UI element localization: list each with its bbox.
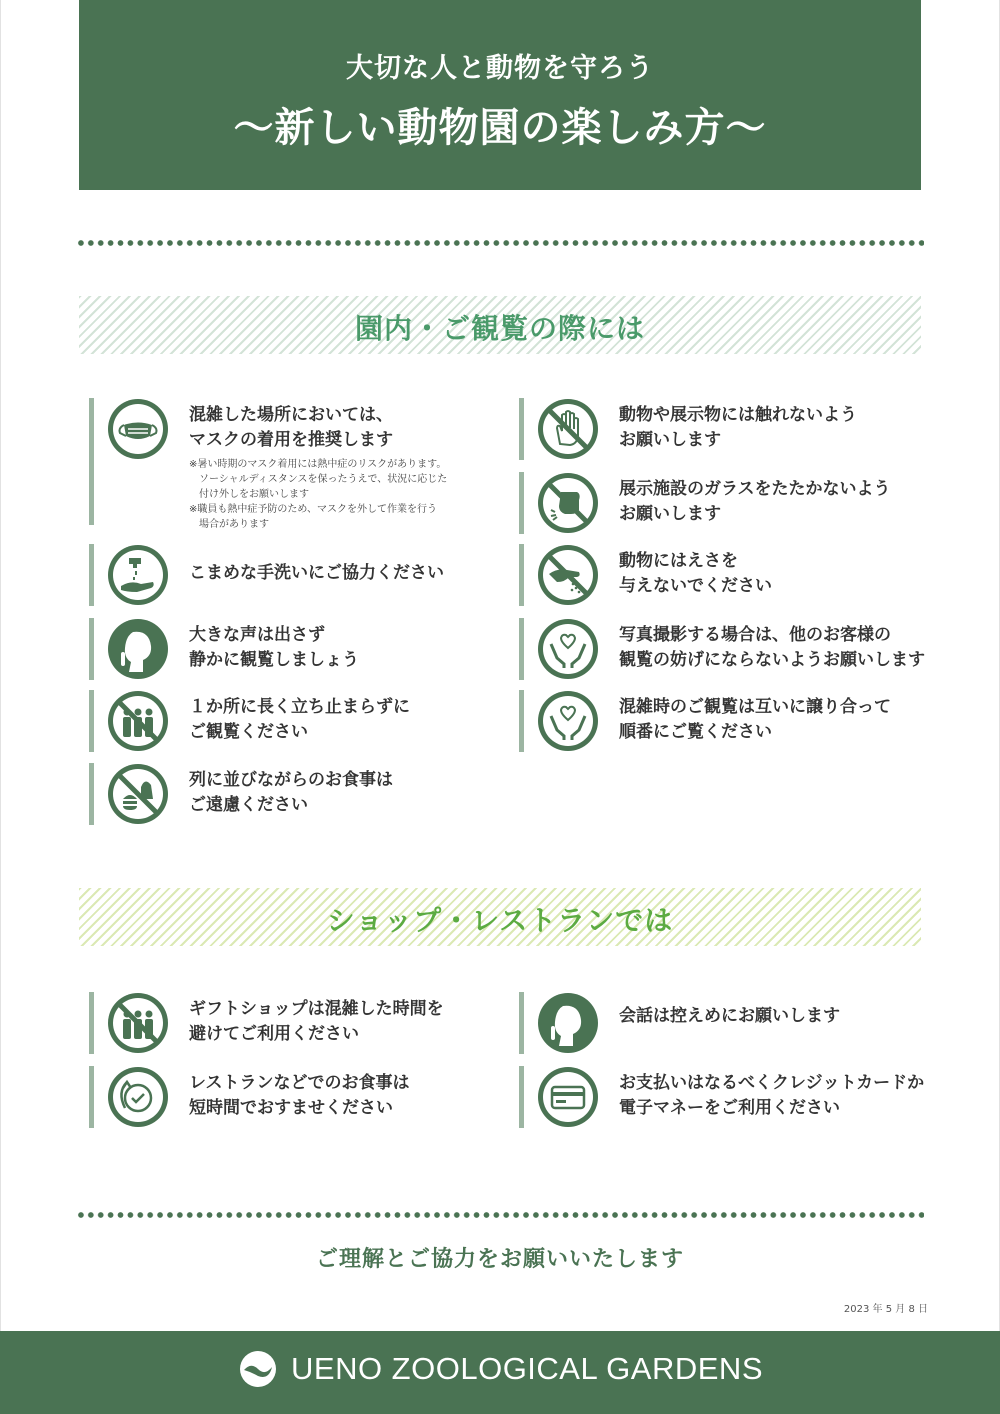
section1-heading-band — [79, 296, 921, 354]
credit-card-icon — [537, 1066, 599, 1128]
item-text: 動物にはえさを 与えないでください — [619, 551, 772, 596]
no-crowd-icon — [107, 992, 169, 1054]
item-text: レストランなどでのお食事は 短時間でおすませください — [189, 1073, 410, 1118]
item-text: ギフトショップは混雑した時間を 避けてご利用ください — [189, 999, 444, 1044]
section2-heading-band — [79, 888, 921, 946]
heart-hands-icon — [537, 618, 599, 680]
item-bar — [519, 544, 524, 606]
item-bar — [89, 618, 94, 680]
heart-hands-icon — [537, 690, 599, 752]
dotted-divider-bottom — [76, 1212, 924, 1218]
item-bar — [519, 472, 524, 534]
quiet-voice-icon — [107, 618, 169, 680]
no-feeding-icon — [537, 544, 599, 606]
closing-message: ご理解とご協力をお願いいたします — [315, 1247, 684, 1272]
header-banner — [79, 0, 921, 190]
item-text: 会話は控えめにお願いします — [619, 1006, 840, 1026]
guideline-quiet-talk — [519, 992, 939, 1054]
item-note: ※暑い時期のマスク着用には熱中症のリスクがあります。 ソーシャルディスタンスを保ったうえで、状況に応じた 付け外しをお願いします ※職員も熱中症予防のため、マスクを外して作業を行う 場合があります — [189, 459, 448, 530]
guideline-no-touch — [519, 398, 939, 460]
no-eating-icon — [107, 763, 169, 825]
header-title: ～新しい動物園の楽しみ方～ — [233, 105, 767, 151]
item-text: １か所に長く立ち止まらずに ご観覧ください — [189, 697, 410, 742]
footer-name: UENO ZOOLOGICAL GARDENS — [291, 1351, 763, 1386]
no-touch-icon — [537, 398, 599, 460]
quiet-voice-icon — [537, 992, 599, 1054]
item-text: お支払いはなるべくクレジットカードか 電子マネーをご利用ください — [619, 1073, 925, 1118]
zoo-logo-icon — [239, 1350, 277, 1388]
guideline-cashless — [519, 1066, 939, 1128]
guideline-quiet — [89, 618, 489, 680]
item-bar — [519, 398, 524, 460]
header-subtitle: 大切な人と動物を守ろう — [346, 53, 654, 84]
item-text: 大きな声は出さず 静かに観覧しましょう — [189, 625, 359, 670]
item-text: 展示施設のガラスをたたかないよう お願いします — [619, 479, 891, 524]
item-text: 列に並びながらのお食事は ご遠慮ください — [189, 770, 393, 815]
guideline-photo — [519, 618, 939, 680]
guideline-short-meal — [89, 1066, 489, 1128]
item-bar — [519, 1066, 524, 1128]
item-bar — [89, 1066, 94, 1128]
item-bar — [89, 763, 94, 825]
item-bar — [89, 690, 94, 752]
item-bar — [89, 398, 94, 525]
item-bar — [519, 618, 524, 680]
guideline-no-knock — [519, 472, 939, 534]
item-text: 写真撮影する場合は、他のお客様の 観覧の妨げにならないようお願いします — [619, 625, 925, 670]
item-bar — [519, 992, 524, 1054]
guideline-no-eating — [89, 763, 489, 825]
item-bar — [89, 544, 94, 606]
dotted-divider-top — [76, 240, 924, 246]
guideline-no-feeding — [519, 544, 939, 606]
guideline-take-turns — [519, 690, 939, 752]
issue-date: 2023 年 5 月 8 日 — [843, 1304, 928, 1315]
section1-heading: 園内・ご観覧の際には — [354, 312, 645, 345]
footer-banner — [0, 1331, 1000, 1414]
no-knock-icon — [537, 472, 599, 534]
guideline-shop-no-crowd — [89, 992, 489, 1054]
short-time-icon — [107, 1066, 169, 1128]
handwash-icon — [107, 544, 169, 606]
guideline-handwash — [89, 544, 489, 606]
guideline-mask — [89, 398, 489, 530]
guideline-no-crowd — [89, 690, 489, 752]
mask-icon — [107, 398, 169, 460]
item-bar — [89, 992, 94, 1054]
item-text: 混雑時のご観覧は互いに譲り合って 順番にご覧ください — [619, 697, 891, 742]
item-text: 動物や展示物には触れないよう お願いします — [619, 405, 857, 450]
section2-heading: ショップ・レストランでは — [326, 904, 674, 937]
item-bar — [519, 690, 524, 752]
item-text: 混雑した場所においては、 マスクの着用を推奨します — [189, 405, 393, 450]
no-crowd-icon — [107, 690, 169, 752]
item-text: こまめな手洗いにご協力ください — [189, 563, 444, 583]
